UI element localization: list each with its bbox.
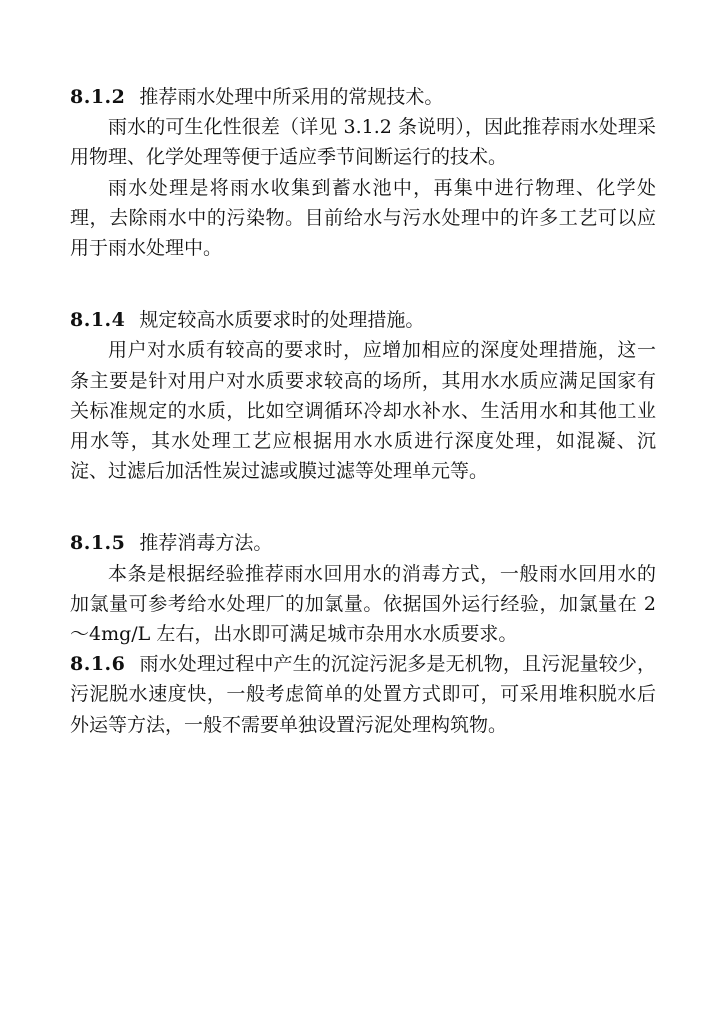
section-heading (70, 305, 656, 335)
clause-text: 雨水处理过程中产生的沉淀污泥多是无机物，且污泥量较少，污泥脱水速度快，一般考虑简单的处置方式即可，可采用堆积脱水后外运等方法，一般不需要单独设置污泥处理构筑物。 (70, 653, 656, 736)
section-heading (70, 82, 656, 112)
section-8-1-6 (70, 649, 656, 740)
section-heading (70, 649, 656, 740)
paragraph: 雨水的可生化性很差（详见 3.1.2 条说明），因此推荐雨水处理采用物理、化学处理等便于适应季节间断运行的技术。 (70, 116, 656, 169)
clause-number: 8.1.4 (70, 309, 126, 332)
document-page (70, 82, 656, 740)
section-8-1-5 (70, 528, 656, 649)
clause-title: 推荐消毒方法。 (139, 532, 273, 555)
section-gap (70, 263, 656, 305)
paragraph: 本条是根据经验推荐雨水回用水的消毒方式，一般雨水回用水的加氯量可参考给水处理厂的加氯量。依据国外运行经验，加氯量在 2～4mg/L 左右，出水即可满足城市杂用水水质要求。 (70, 562, 656, 646)
section-heading (70, 528, 656, 558)
clause-number: 8.1.6 (70, 653, 126, 676)
section-gap (70, 486, 656, 528)
paragraph: 用户对水质有较高的要求时，应增加相应的深度处理措施，这一条主要是针对用户对水质要求较高的场所，其用水水质应满足国家有关标准规定的水质，比如空调循环冷却水补水、生活用水和其他工业用水等，其水处理工艺应根据用水水质进行深度处理，如混凝、沉淀、过滤后加活性炭过滤或膜过滤等处理单元等。 (70, 339, 656, 483)
clause-title: 推荐雨水处理中所采用的常规技术。 (139, 86, 444, 108)
clause-title: 规定较高水质要求时的处理措施。 (139, 309, 425, 332)
section-8-1-4 (70, 305, 656, 486)
section-8-1-2 (70, 82, 656, 263)
clause-number: 8.1.2 (70, 86, 126, 108)
clause-number: 8.1.5 (70, 532, 126, 555)
paragraph: 雨水处理是将雨水收集到蓄水池中，再集中进行物理、化学处理，去除雨水中的污染物。目前给水与污水处理中的许多工艺可以应用于雨水处理中。 (70, 176, 656, 260)
